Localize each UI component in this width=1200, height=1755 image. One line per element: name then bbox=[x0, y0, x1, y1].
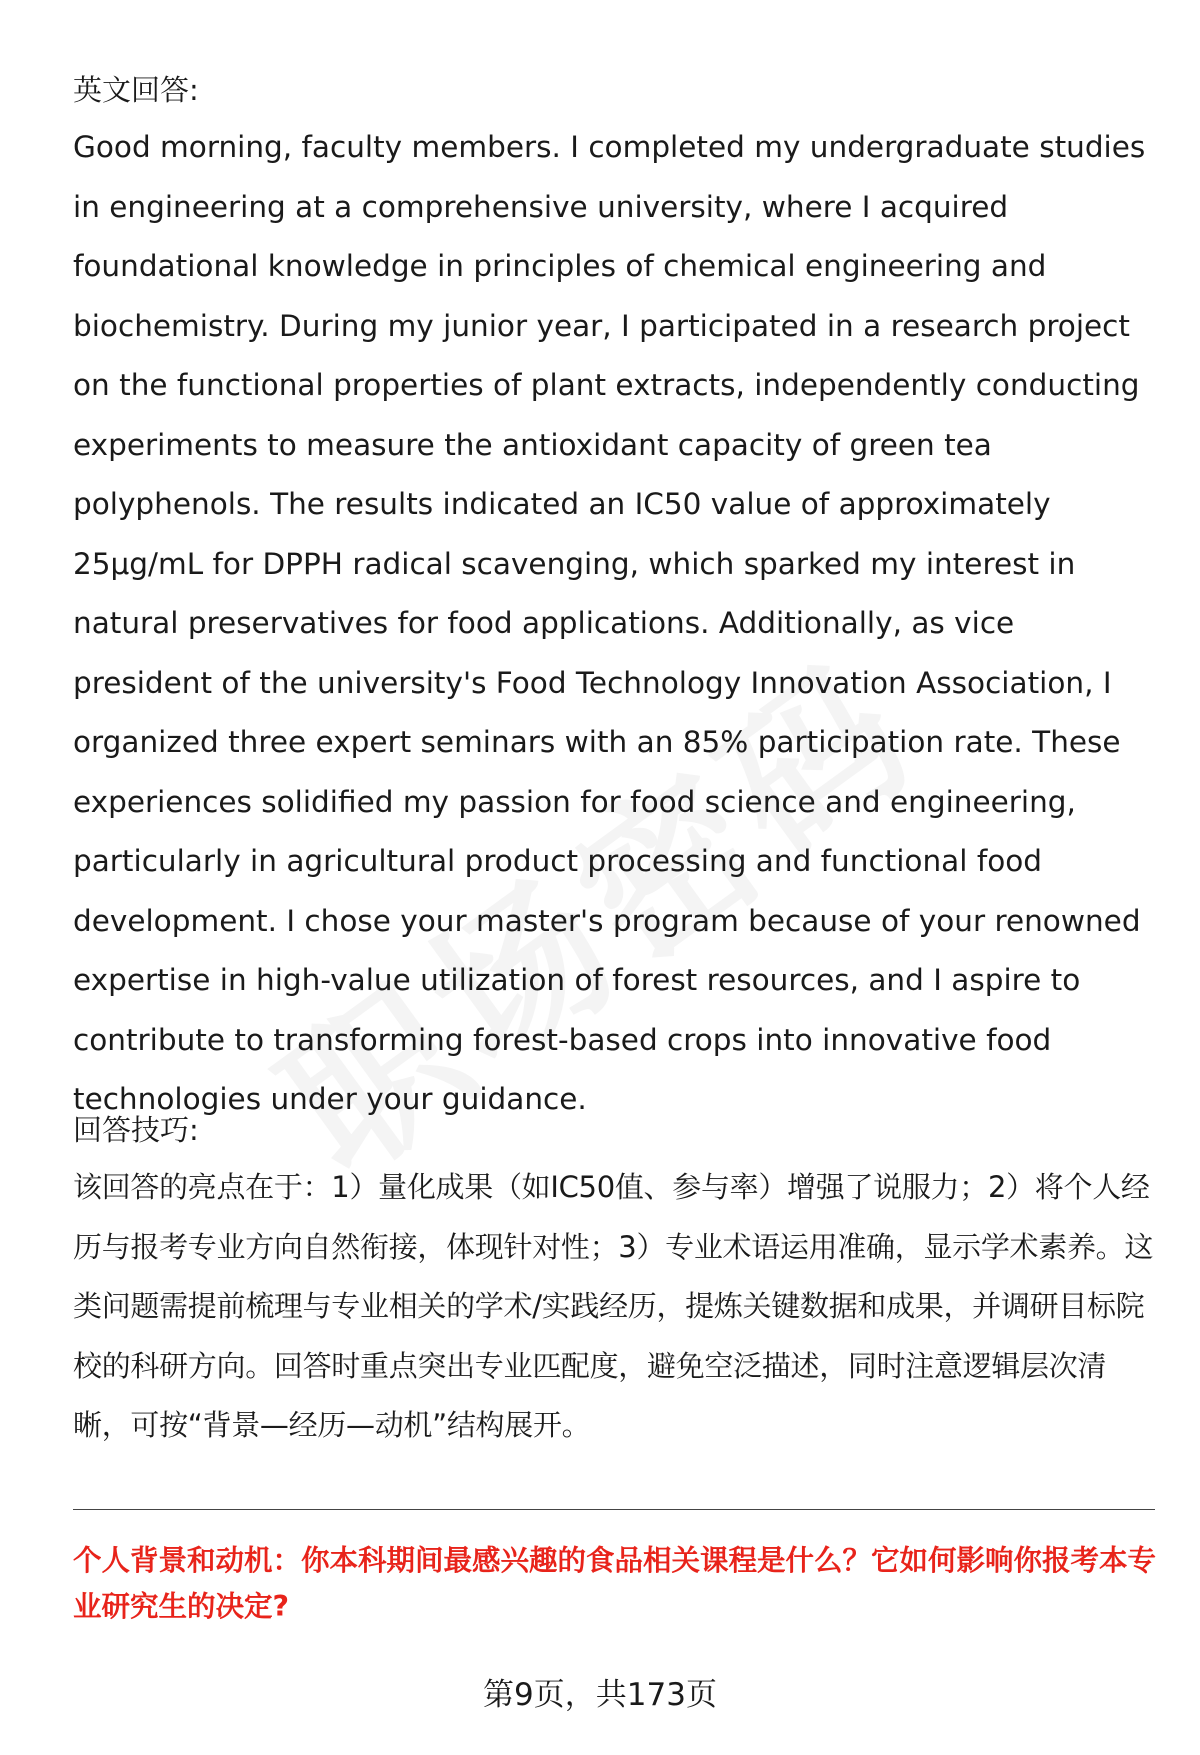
next-question-heading: 个人背景和动机：你本科期间最感兴趣的食品相关课程是什么？它如何影响你报考本专业研究生的决定? bbox=[73, 1544, 1157, 1623]
answer-label: 英文回答: bbox=[73, 73, 199, 107]
tips-paragraph: 该回答的亮点在于：1）量化成果（如IC50值、参与率）增强了说服力；2）将个人经历与报考专业方向自然衔接，体现针对性；3）专业术语运用准确，显示学术素养。这类问题需提前梳理与专业相关的学术/实践经历，提炼关键数据和成果，并调研目标院校的科研方向。回答时重点突出专业匹配度，避免空泛描述，同时注意逻辑层次清晰，可按“背景—经历—动机”结构展开。 bbox=[73, 1170, 1154, 1442]
answer-paragraph: Good morning, faculty members. I completed my undergraduate studies in engineering at a comprehensive university, where I acquired foundational knowledge in principles of chemical engineering and biochemistry. During my junior year, I participated in a research project on the functional properties of plant extracts, independently conducting experiments to measure the antioxidant capacity of green tea polyphenols. The results indicated an IC50 value of approximately 25μg/mL for DPPH radical scavenging, which sparked my interest in natural preservatives for food applications. Additionally, as vice president of the university's Food Technology Innovation Association, I organized three expert seminars with an 85% participation rate. These experiences solidified my passion for food science and engineering, particularly in agricultural product processing and functional food development. I chose your master's program because of your renowned expertise in high-value utilization of forest resources, and I aspire to contribute to transforming forest-based crops into innovative food technologies under your guidance. bbox=[73, 130, 1146, 1116]
tips-label: 回答技巧: bbox=[73, 1113, 199, 1147]
section-divider bbox=[73, 1509, 1155, 1510]
page-number-footer: 第9页，共173页 bbox=[483, 1677, 717, 1713]
